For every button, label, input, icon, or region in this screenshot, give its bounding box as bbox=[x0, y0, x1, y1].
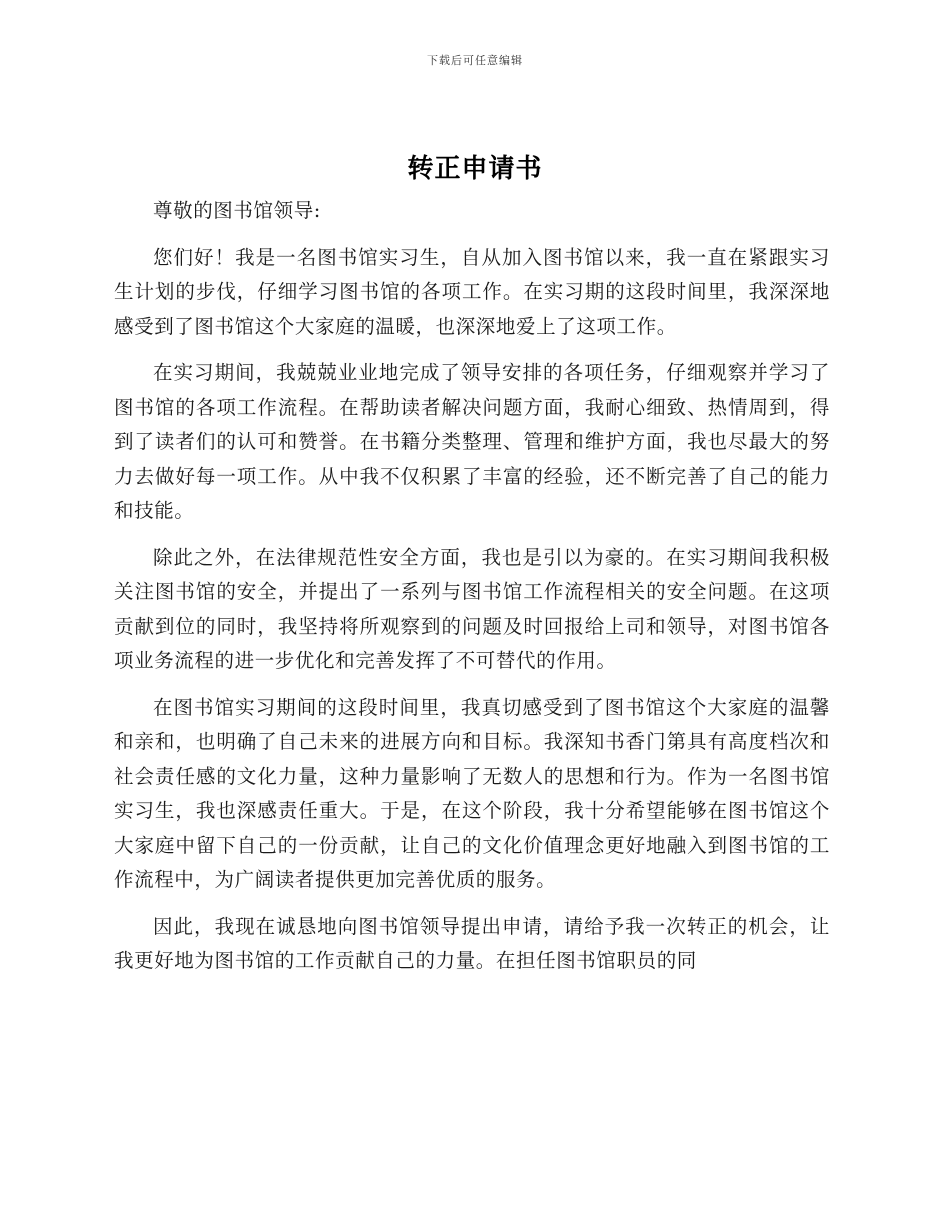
document-body bbox=[114, 194, 830, 991]
salutation: 尊敬的图书馆领导: bbox=[153, 199, 321, 222]
page-title: 转正申请书 bbox=[407, 154, 543, 184]
paragraph-1: 您们好！我是一名图书馆实习生，自从加入图书馆以来，我一直在紧跟实习生计划的步伐，仔细学习图书馆的各项工作。在实习期的这段时间里，我深深地感受到了图书馆这个大家庭的温暖，也深深地爱上了这项工作。 bbox=[114, 245, 830, 338]
paragraph-2: 在实习期间，我兢兢业业地完成了领导安排的各项任务，仔细观察并学习了图书馆的各项工作流程。在帮助读者解决问题方面，我耐心细致、热情周到，得到了读者们的认可和赞誉。在书籍分类整理、管理和维护方面，我也尽最大的努力去做好每一项工作。从中我不仅积累了丰富的经验，还不断完善了自己的能力和技能。 bbox=[114, 361, 830, 522]
paragraph-3: 除此之外，在法律规范性安全方面，我也是引以为豪的。在实习期间我积极关注图书馆的安全，并提出了一系列与图书馆工作流程相关的安全问题。在这项贡献到位的同时，我坚持将所观察到的问题及时回报给上司和领导，对图书馆各项业务流程的进一步优化和完善发挥了不可替代的作用。 bbox=[114, 545, 830, 672]
paragraph-4: 在图书馆实习期间的这段时间里，我真切感受到了图书馆这个大家庭的温馨和亲和，也明确了自己未来的进展方向和目标。我深知书香门第具有高度档次和社会责任感的文化力量，这种力量影响了无数人的思想和行为。作为一名图书馆实习生，我也深感责任重大。于是，在这个阶段，我十分希望能够在图书馆这个大家庭中留下自己的一份贡献，让自己的文化价值理念更好地融入到图书馆的工作流程中，为广阔读者提供更加完善优质的服务。 bbox=[114, 695, 830, 891]
paragraph-5: 因此，我现在诚恳地向图书馆领导提出申请，请给予我一次转正的机会，让我更好地为图书馆的工作贡献自己的力量。在担任图书馆职员的同 bbox=[114, 914, 830, 972]
header-note: 下载后可任意编辑 bbox=[427, 54, 523, 67]
